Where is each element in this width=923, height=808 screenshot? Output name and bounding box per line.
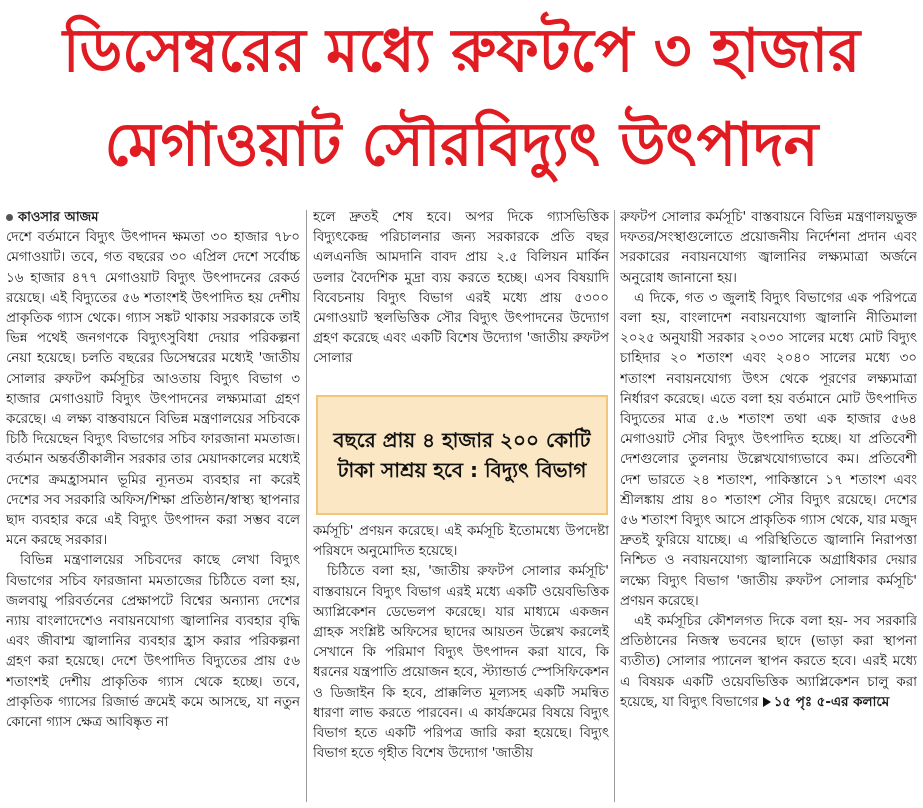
paragraph: বিভিন্ন মন্ত্রণালয়ের সচিবদের কাছে লেখা বিদ্যুৎ বিভাগের সচিব ফারজানা মমতাজের চিঠিতে বলা হয়, জলবায়ু পরিবর্তনের প্রেক্ষাপটে বিশ্বের অন্যান্য দেশের ন্যায় বাংলাদেশেও নবায়নযোগ্য জ্বালানির ব্যবহার বৃদ্ধি এবং জীবাশ্ম জ্বালানির ব্যবহার হ্রাস করার পরিকল্পনা গ্রহণ করা হয়েছে। দেশে উৎপাদিত বিদ্যুতের প্রায় ৫৬ শতাংশই দেশীয় প্রাকৃতিক গ্যাস থেকে হচ্ছে। তবে, প্রাকৃতিক গ্যাসের রিজার্ভ ক্রমেই কমে আসছে, যা নতুন কোনো গ্যাস ক্ষেত্র আবিষ্কৃত না bbox=[6, 553, 300, 731]
column-divider bbox=[614, 210, 615, 802]
headline-line-1: ডিসেম্বরের মধ্যে রুফটপে ৩ হাজার bbox=[62, 16, 861, 86]
pull-quote-box bbox=[316, 395, 608, 515]
paragraph: এ দিকে, গত ৩ জুলাই বিদ্যুৎ বিভাগের এক পরিপত্রে বলা হয়, বাংলাদেশ নবায়নযোগ্য জ্বালানি নীতিমালা ২০২৫ অনুযায়ী সরকার ২০৩০ সালের মধ্যে মোট বিদ্যুৎ চাহিদার ২০ শতাংশ এবং ২০৪০ সালের মধ্যে ৩০ শতাংশ নবায়নযোগ্য উৎস থেকে পূরণের লক্ষ্যমাত্রা নির্ধারণ করেছে। এতে বলা হয় বর্তমানে মোট উৎপাদিত বিদ্যুতের মাত্র ৫.৬ শতাংশ তথা এক হাজার ৫৬৪ মেগাওয়াট সৌর বিদ্যুৎ উৎপাদিত হচ্ছে। যা প্রতিবেশী দেশগুলোর তুলনায় উল্লেখযোগ্যভাবে কম। প্রতিবেশী দেশ ভারতে ২৪ শতাংশ, পাকিস্তানে ১৭ শতাংশ এবং শ্রীলঙ্কায় প্রায় ৪০ শতাংশ সৌর বিদ্যুৎ রয়েছে। দেশের ৫৬ শতাংশ বিদ্যুৎ আসে প্রাকৃতিক গ্যাস থেকে, যার মজুদ দ্রুতই ফুরিয়ে যাচ্ছে। এ পরিস্থিতিতে জ্বালানি নিরাপত্তা নিশ্চিত ও নবায়নযোগ্য জ্বালানিকে অগ্রাধিকার দেয়ার লক্ষ্যে বিদ্যুৎ বিভাগ 'জাতীয় রুফটপ সোলার কর্মসূচি' প্রণয়ন করেছে। bbox=[620, 290, 917, 609]
article-column-3 bbox=[620, 208, 917, 806]
paragraph bbox=[620, 612, 917, 713]
article-column-2-bottom bbox=[313, 522, 609, 806]
article-column-1 bbox=[6, 208, 300, 806]
paragraph: চিঠিতে বলা হয়, 'জাতীয় রুফটপ সোলার কর্মসূচি' বাস্তবায়নে বিদ্যুৎ বিভাগ এরই মধ্যে একটি ওয়েবভিত্তিক অ্যাপ্লিকেশন ডেভেলপ করেছে। যার মাধ্যমে একজন গ্রাহক সংশ্লিষ্ট অফিসের ছাদের আয়তন উল্লেখ করলেই সেখানে কি পরিমাণ বিদ্যুৎ উৎপাদন করা যাবে, কি ধরনের যন্ত্রপাতি প্রয়োজন হবে, স্ট্যান্ডার্ড স্পেসিফিকেশন ও ডিজাইন কি হবে, প্রাক্কলিত মূল্যসহ একটি সমন্বিত ধারণা লাভ করতে পারবেন। এ কার্যক্রমের বিষয়ে বিদ্যুৎ বিভাগ হতে একটি পরিপত্র জারি করা হয়েছে। বিদ্যুৎ বিভাগ হতে গৃহীত বিশেষ উদ্যোগ 'জাতীয় bbox=[313, 564, 609, 762]
headline bbox=[10, 4, 913, 192]
paragraph: হলে দ্রুতই শেষ হবে। অপর দিকে গ্যাসভিত্তিক বিদ্যুৎকেন্দ্র পরিচালনার জন্য সরকারকে প্রতি বছর এলএনজি আমদানি বাবদ প্রায় ২.৫ বিলিয়ন মার্কিন ডলার বৈদেশিক মুদ্রা ব্যয় করতে হচ্ছে। এসব বিষয়াদি বিবেচনায় বিদ্যুৎ বিভাগ এরই মধ্যে প্রায় ৫৩০০ মেগাওয়াট স্থলভিত্তিক সৌর বিদ্যুৎ উৎপাদনের উদ্যোগ গ্রহণ করেছে এবং একটি বিশেষ উদ্যোগ 'জাতীয় রুফটপ সোলার bbox=[313, 210, 609, 367]
pull-quote-text: বছরে প্রায় ৪ হাজার ২০০ কোটি টাকা সাশ্রয় হবে : বিদ্যুৎ বিভাগ bbox=[333, 428, 591, 482]
paragraph: দেশে বর্তমানে বিদ্যুৎ উৎপাদন ক্ষমতা ৩০ হাজার ৭৮০ মেগাওয়াট। তবে, গত বছরের ৩০ এপ্রিল দেশে সর্বোচ্চ ১৬ হাজার ৪৭৭ মেগাওয়াট বিদ্যুৎ উৎপাদনের রেকর্ড রয়েছে। এই বিদ্যুতের ৫৬ শতাংশই উৎপাদিত হয় দেশীয় প্রাকৃতিক গ্যাস থেকে। গ্যাস সঙ্কট থাকায় সরকারকে তাই ভিন্ন পথেই জনগণকে বিদ্যুৎসুবিধা দেয়ার পরিকল্পনা নেয়া হয়েছে। চলতি বছরের ডিসেম্বরের মধ্যেই 'জাতীয় সোলার রুফটপ কর্মসূচির আওতায় বিদ্যুৎ বিভাগ ৩ হাজার মেগাওয়াট বিদ্যুৎ উৎপাদনের লক্ষ্যমাত্রা গ্রহণ করেছে। এ লক্ষ্য বাস্তবায়নে বিভিন্ন মন্ত্রণালয়ের সচিবকে চিঠি দিয়েছেন বিদ্যুৎ বিভাগের সচিব ফারজানা মমতাজ। বর্তমান অন্তর্বর্তীকালীন সরকার তার মেয়াদকালের মধ্যেই দেশের ক্রমহ্রাসমান ভূমির ন্যূনতম ব্যবহার না করেই দেশের সব সরকারি অফিস/শিক্ষা প্রতিষ্ঠান/স্বাস্থ্য স্থাপনার ছাদ ব্যবহার করে এই বিদ্যুৎ উৎপাদন করা সম্ভব বলে মনে করছে সরকার। bbox=[6, 230, 300, 549]
headline-line-2: মেগাওয়াট সৌরবিদ্যুৎ উৎপাদন bbox=[104, 110, 819, 180]
bullet-icon bbox=[6, 214, 13, 221]
article-column-2-top bbox=[313, 208, 609, 398]
triangle-arrow-icon bbox=[763, 697, 771, 707]
continued-on-page[interactable] bbox=[763, 695, 889, 710]
paragraph: রুফটপ সোলার কর্মসূচি' বাস্তবায়নে বিভিন্ন মন্ত্রণালয়ভুক্ত দফতর/সংস্থাগুলোতে প্রয়োজনীয় নির্দেশনা প্রদান এবং সরকারের নবায়নযোগ্য জ্বালানির লক্ষ্যমাত্রা অর্জনে অনুরোধ জানানো হয়। bbox=[620, 210, 917, 286]
byline-author: কাওসার আজম bbox=[18, 210, 99, 225]
column-divider bbox=[306, 210, 307, 802]
continued-on-page-label: ১৫ পৃঃ ৫-এর কলামে bbox=[773, 694, 890, 710]
paragraph: কর্মসূচি' প্রণয়ন করেছে। এই কর্মসূচি ইতোমধ্যে উপদেষ্টা পরিষদে অনুমোদিত হয়েছে। bbox=[313, 524, 609, 560]
paragraph-text: এই কর্মসূচির কৌশলগত দিকে বলা হয়- সব সরকারি প্রতিষ্ঠানের নিজস্ব ভবনের ছাদে (ভাড়া করা স্থাপনা ব্যতীত) সোলার প্যানেল স্থাপন করতে হবে। এরই মধ্যে এ বিষয়ক একটি ওয়েবভিত্তিক অ্যাপ্লিকেশন চালু করা হয়েছে, যা বিদ্যুৎ বিভাগের bbox=[620, 614, 917, 710]
byline bbox=[6, 208, 300, 228]
